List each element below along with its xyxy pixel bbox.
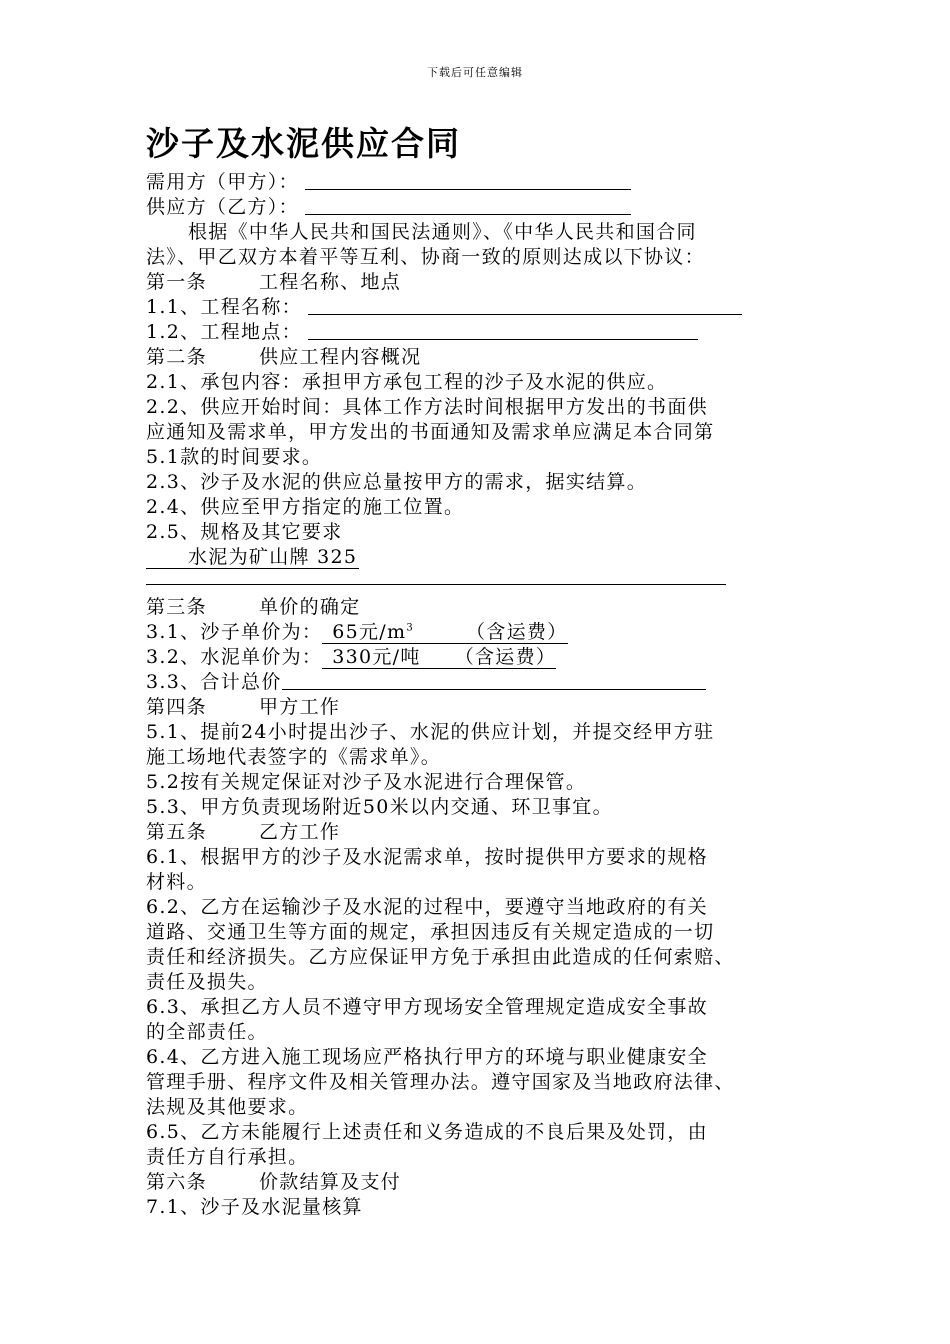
cement-price-value [322, 646, 556, 669]
clause: 5.3、甲方负责现场附近50米以内交通、环卫事宜。 [146, 796, 613, 818]
sand-price-line [146, 620, 796, 645]
clause: 5.1、提前24小时提出沙子、水泥的供应计划，并提交经甲方驻 [146, 721, 715, 743]
total-price-line [146, 670, 796, 695]
clause: 道路、交通卫生等方面的规定，承担因违反有关规定造成的一切 [146, 921, 715, 943]
clause: 5.1款的时间要求。 [146, 446, 323, 468]
project-name-blank[interactable] [308, 296, 742, 315]
clause: 6.2、乙方在运输沙子及水泥的过程中，要遵守当地政府的有关 [146, 896, 708, 918]
clause: 应通知及需求单，甲方发出的书面通知及需求单应满足本合同第 [146, 421, 715, 443]
article-name: 单价的确定 [259, 596, 361, 618]
sand-price-note: （含运费） [466, 621, 568, 643]
cement-price-line [146, 645, 796, 670]
total-price-label: 3.3、合计总价 [146, 671, 282, 693]
article-heading [146, 595, 796, 620]
clause: 法规及其他要求。 [146, 1096, 309, 1118]
article-name: 供应工程内容概况 [259, 346, 422, 368]
buyer-line [146, 170, 796, 195]
buyer-blank[interactable] [305, 171, 631, 190]
clause: 2.3、沙子及水泥的供应总量按甲方的需求，据实结算。 [146, 471, 648, 493]
article-heading [146, 820, 796, 845]
clause: 责任及损失。 [146, 971, 268, 993]
clause: 6.1、根据甲方的沙子及水泥需求单，按时提供甲方要求的规格 [146, 846, 708, 868]
spec-blank[interactable] [146, 584, 726, 585]
project-name-label: 1.1、工程名称： [146, 296, 302, 318]
supplier-line [146, 195, 796, 220]
total-price-blank[interactable] [282, 671, 706, 690]
buyer-label: 需用方（甲方）： [146, 171, 299, 193]
clause: 6.5、乙方未能履行上述责任和义务造成的不良后果及处罚，由 [146, 1121, 708, 1143]
clause: 施工场地代表签字的《需求单》。 [146, 746, 442, 768]
preamble-line: 根据《中华人民共和国民法通则》、《中华人民共和国合同 [188, 221, 697, 243]
article-name: 工程名称、地点 [259, 271, 402, 293]
spec-blank-line [146, 570, 796, 595]
clause: 管理手册、程序文件及相关管理办法。遵守国家及当地政府法律、 [146, 1071, 735, 1093]
article-name: 价款结算及支付 [259, 1171, 402, 1193]
clause: 5.2按有关规定保证对沙子及水泥进行合理保管。 [146, 771, 587, 793]
clause: 2.4、供应至甲方指定的施工位置。 [146, 496, 465, 518]
article-name: 甲方工作 [259, 696, 341, 718]
cement-price-note: （含运费） [454, 646, 557, 668]
article-heading [146, 1170, 796, 1195]
article-label: 第六条 [146, 1171, 207, 1193]
clause: 2.1、承包内容：承担甲方承包工程的沙子及水泥的供应。 [146, 371, 668, 393]
article-label: 第二条 [146, 346, 207, 368]
sand-price-label: 3.1、沙子单价为： [146, 621, 323, 643]
clause: 责任方自行承担。 [146, 1146, 309, 1168]
page-header: 下载后可任意编辑 [427, 66, 523, 79]
article-heading [146, 695, 796, 720]
clause: 2.2、供应开始时间：具体工作方法时间根据甲方发出的书面供 [146, 396, 708, 418]
clause: 责任和经济损失。乙方应保证甲方免于承担由此造成的任何索赔、 [146, 946, 735, 968]
sand-price: 65元/m [332, 621, 407, 643]
clause: 的全部责任。 [146, 1021, 268, 1043]
spec-text: 水泥为矿山牌 325 [146, 546, 359, 569]
article-label: 第一条 [146, 271, 207, 293]
supplier-label: 供应方（乙方）： [146, 196, 299, 218]
contract-body [146, 170, 796, 1220]
clause: 2.5、规格及其它要求 [146, 521, 343, 543]
project-location-blank[interactable] [308, 321, 698, 340]
article-label: 第五条 [146, 821, 207, 843]
article-label: 第四条 [146, 696, 207, 718]
article-label: 第三条 [146, 596, 207, 618]
project-location-line [146, 320, 796, 345]
clause: 材料。 [146, 871, 207, 893]
clause: 6.3、承担乙方人员不遵守甲方现场安全管理规定造成安全事故 [146, 996, 708, 1018]
article-heading [146, 345, 796, 370]
project-location-label: 1.2、工程地点： [146, 321, 302, 343]
spec-line [146, 545, 796, 570]
sand-price-value [322, 621, 567, 644]
cement-price-label: 3.2、水泥单价为： [146, 646, 323, 668]
supplier-blank[interactable] [305, 196, 631, 215]
article-name: 乙方工作 [259, 821, 341, 843]
document-title: 沙子及水泥供应合同 [146, 124, 461, 163]
cubic-superscript: 3 [406, 622, 414, 634]
cement-price: 330元/吨 [332, 646, 421, 668]
article-heading [146, 270, 796, 295]
project-name-line [146, 295, 796, 320]
preamble-line: 法》、甲乙双方本着平等互利、协商一致的原则达成以下协议： [146, 246, 705, 268]
clause: 7.1、沙子及水泥量核算 [146, 1196, 363, 1218]
clause: 6.4、乙方进入施工现场应严格执行甲方的环境与职业健康安全 [146, 1046, 708, 1068]
